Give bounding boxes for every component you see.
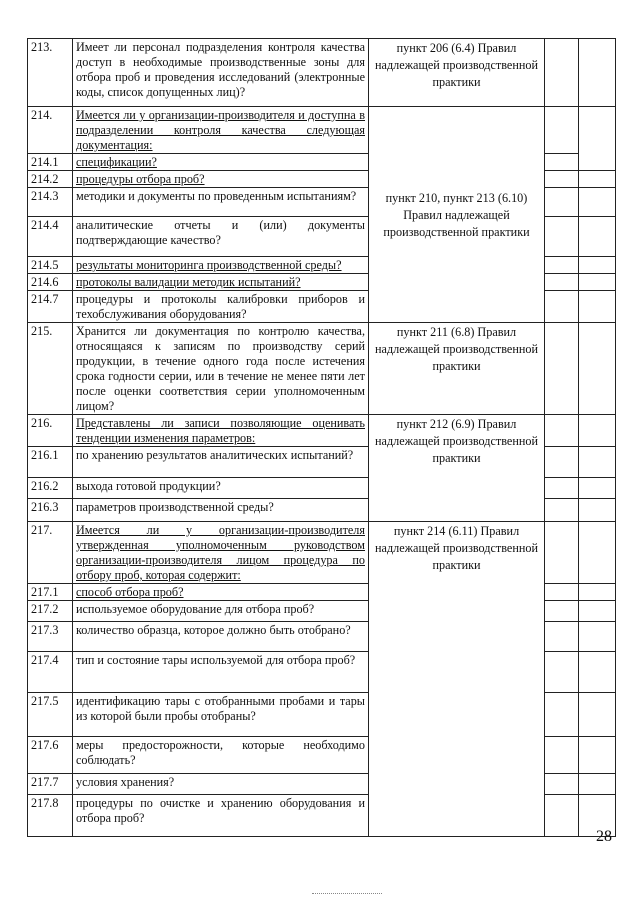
- answer-cell-no[interactable]: [579, 622, 616, 652]
- table-row: [28, 323, 616, 415]
- answer-cell-yes[interactable]: [545, 795, 579, 837]
- answer-cell-no[interactable]: [579, 171, 616, 188]
- answer-cell-no[interactable]: [579, 107, 616, 171]
- answer-cell-no[interactable]: [579, 601, 616, 622]
- question-text: Имеется ли у организации-производителя и доступна в подразделении контроля качества следующая документация:: [73, 107, 369, 154]
- answer-cell-yes[interactable]: [545, 274, 579, 291]
- table-row: [28, 107, 616, 154]
- answer-cell-yes[interactable]: [545, 154, 579, 171]
- question-text: способ отбора проб?: [73, 584, 369, 601]
- answer-cell-no[interactable]: [579, 274, 616, 291]
- answer-cell-no[interactable]: [579, 415, 616, 447]
- answer-cell-yes[interactable]: [545, 693, 579, 737]
- answer-cell-yes[interactable]: [545, 217, 579, 257]
- question-text: результаты мониторинга производственной среды?: [73, 257, 369, 274]
- answer-cell-yes[interactable]: [545, 774, 579, 795]
- answer-cell-yes[interactable]: [545, 584, 579, 601]
- requirement-reference: пункт 206 (6.4) Правил надлежащей производственной практики: [369, 39, 545, 107]
- answer-cell-yes[interactable]: [545, 291, 579, 323]
- item-number: 214.4: [28, 217, 73, 257]
- answer-cell-no[interactable]: [579, 447, 616, 478]
- answer-cell-no[interactable]: [579, 188, 616, 217]
- answer-cell-no[interactable]: [579, 652, 616, 693]
- answer-cell-no[interactable]: [579, 291, 616, 323]
- answer-cell-yes[interactable]: [545, 652, 579, 693]
- item-number: 217.6: [28, 737, 73, 774]
- answer-cell-no[interactable]: [579, 39, 616, 107]
- answer-cell-no[interactable]: [579, 737, 616, 774]
- answer-cell-yes[interactable]: [545, 522, 579, 584]
- item-number: 217.3: [28, 622, 73, 652]
- item-number: 214.2: [28, 171, 73, 188]
- answer-cell-no[interactable]: [579, 323, 616, 415]
- answer-cell-no[interactable]: [579, 257, 616, 274]
- item-number: 213.: [28, 39, 73, 107]
- question-text: по хранению результатов аналитических испытаний?: [73, 447, 369, 478]
- item-number: 214.5: [28, 257, 73, 274]
- answer-cell-yes[interactable]: [545, 323, 579, 415]
- requirement-reference: пункт 211 (6.8) Правил надлежащей производственной практики: [369, 323, 545, 415]
- question-text: Представлены ли записи позволяющие оценивать тенденции изменения параметров:: [73, 415, 369, 447]
- item-number: 216.1: [28, 447, 73, 478]
- requirement-reference: пункт 214 (6.11) Правил надлежащей производственной практики: [369, 522, 545, 837]
- question-text: идентификацию тары с отобранными пробами и тары из которой были пробы отобраны?: [73, 693, 369, 737]
- item-number: 217.2: [28, 601, 73, 622]
- question-text: условия хранения?: [73, 774, 369, 795]
- question-text: спецификации?: [73, 154, 369, 171]
- question-text: параметров производственной среды?: [73, 499, 369, 522]
- answer-cell-yes[interactable]: [545, 39, 579, 107]
- question-text: методики и документы по проведенным испытаниям?: [73, 188, 369, 217]
- question-text: Имеет ли персонал подразделения контроля качества доступ в необходимые производственные зоны для отбора проб и проведения исследований (электронные коды, список допущенных лиц)?: [73, 39, 369, 107]
- question-text: Хранится ли документация по контролю качества, относящаяся к записям по производству серий продукции, в течение одного года после истечения срока годности серии, или в течение не менее пяти лет после оценки соответствия серии уполномоченным лицом?: [73, 323, 369, 415]
- item-number: 214.6: [28, 274, 73, 291]
- answer-cell-no[interactable]: [579, 217, 616, 257]
- item-number: 216.: [28, 415, 73, 447]
- table-row: [28, 415, 616, 447]
- item-number: 214.: [28, 107, 73, 154]
- item-number: 216.2: [28, 478, 73, 499]
- question-text: количество образца, которое должно быть отобрано?: [73, 622, 369, 652]
- item-number: 217.: [28, 522, 73, 584]
- item-number: 217.4: [28, 652, 73, 693]
- item-number: 214.3: [28, 188, 73, 217]
- question-text: процедуры по очистке и хранению оборудования и отбора проб?: [73, 795, 369, 837]
- answer-cell-yes[interactable]: [545, 601, 579, 622]
- page-number: 28: [596, 828, 612, 845]
- item-number: 214.1: [28, 154, 73, 171]
- answer-cell-yes[interactable]: [545, 478, 579, 499]
- question-text: аналитические отчеты и (или) документы подтверждающие качество?: [73, 217, 369, 257]
- answer-cell-no[interactable]: [579, 499, 616, 522]
- answer-cell-yes[interactable]: [545, 499, 579, 522]
- item-number: 217.1: [28, 584, 73, 601]
- requirement-reference: пункт 212 (6.9) Правил надлежащей производственной практики: [369, 415, 545, 522]
- answer-cell-no[interactable]: [579, 478, 616, 499]
- item-number: 217.5: [28, 693, 73, 737]
- question-text: тип и состояние тары используемой для отбора проб?: [73, 652, 369, 693]
- table-row: [28, 39, 616, 107]
- answer-cell-yes[interactable]: [545, 171, 579, 188]
- item-number: 215.: [28, 323, 73, 415]
- question-text: процедуры и протоколы калибровки приборов и техобслуживания оборудования?: [73, 291, 369, 323]
- question-text: меры предосторожности, которые необходимо соблюдать?: [73, 737, 369, 774]
- question-text: используемое оборудование для отбора проб?: [73, 601, 369, 622]
- answer-cell-yes[interactable]: [545, 188, 579, 217]
- item-number: 217.8: [28, 795, 73, 837]
- answer-cell-yes[interactable]: [545, 107, 579, 154]
- item-number: 217.7: [28, 774, 73, 795]
- checklist-table: [27, 38, 616, 837]
- question-text: процедуры отбора проб?: [73, 171, 369, 188]
- answer-cell-yes[interactable]: [545, 257, 579, 274]
- item-number: 214.7: [28, 291, 73, 323]
- answer-cell-yes[interactable]: [545, 447, 579, 478]
- checklist-body: [28, 39, 616, 837]
- answer-cell-yes[interactable]: [545, 622, 579, 652]
- scan-artifact: [312, 893, 382, 895]
- item-number: 216.3: [28, 499, 73, 522]
- answer-cell-yes[interactable]: [545, 737, 579, 774]
- answer-cell-yes[interactable]: [545, 415, 579, 447]
- question-text: выхода готовой продукции?: [73, 478, 369, 499]
- table-row: [28, 522, 616, 584]
- requirement-reference: пункт 210, пункт 213 (6.10) Правил надлежащей производственной практики: [369, 107, 545, 323]
- answer-cell-no[interactable]: [579, 522, 616, 584]
- answer-cell-no[interactable]: [579, 693, 616, 737]
- question-text: протоколы валидации методик испытаний?: [73, 274, 369, 291]
- answer-cell-no[interactable]: [579, 774, 616, 795]
- answer-cell-no[interactable]: [579, 584, 616, 601]
- question-text: Имеется ли у организации-производителя утвержденная уполномоченным руководством организации-производителя лицом процедура по отбору проб, которая содержит:: [73, 522, 369, 584]
